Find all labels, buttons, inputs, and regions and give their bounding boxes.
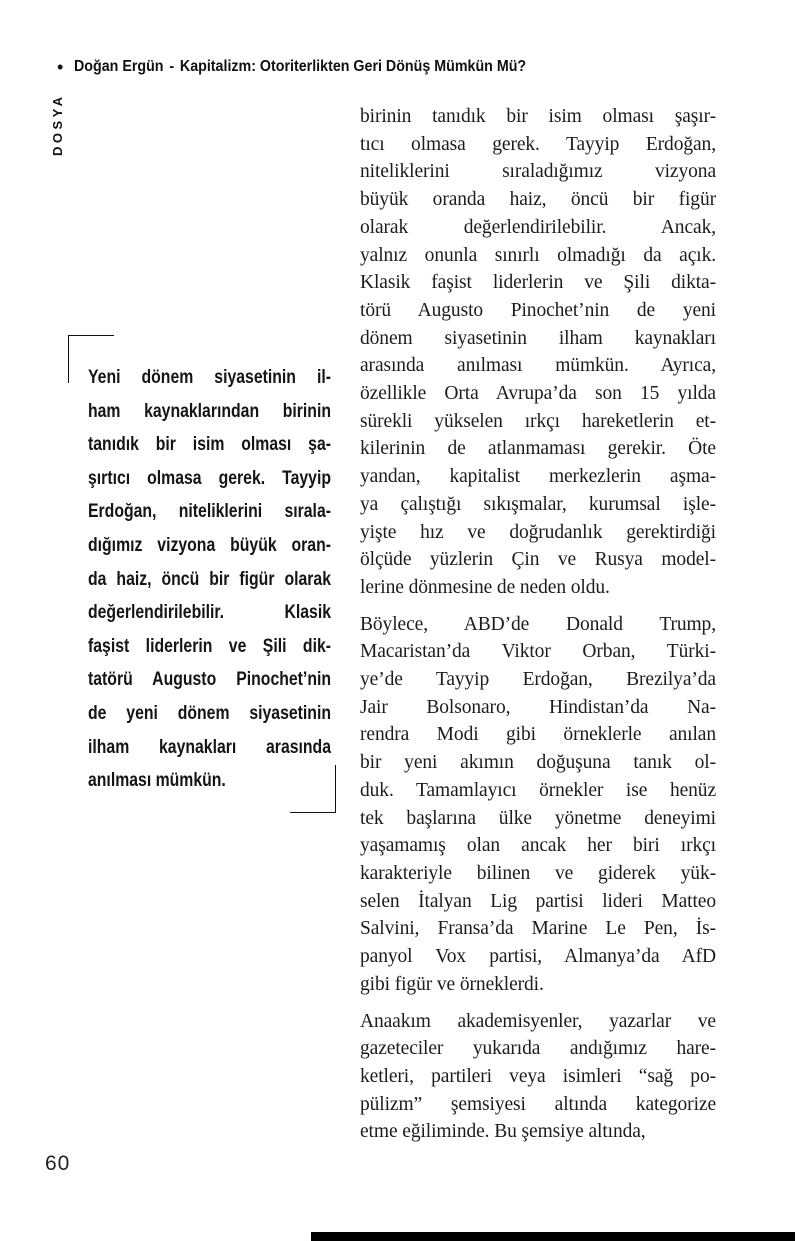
body-line: kilerinin de atlanmaması gerekir. Öte <box>360 438 716 460</box>
body-line: rendra Modi gibi örneklerle anılan <box>360 724 716 746</box>
header-text <box>74 58 526 76</box>
body-line: olarak değerlendirilebilir. Ancak, <box>360 216 716 238</box>
body-line: panyol Vox partisi, Almanya’da AfD <box>360 946 716 968</box>
header-separator: - <box>169 58 175 75</box>
body-line: Macaristan’da Viktor Orban, Türki- <box>360 641 716 663</box>
body-line: selen İtalyan Lig partisi lideri Matteo <box>360 890 716 912</box>
header-author: Doğan Ergün <box>74 58 164 75</box>
body-line: gibi figür ve örneklerdi. <box>360 973 544 995</box>
body-line: Jair Bolsonaro, Hindistan’da Na- <box>360 696 716 718</box>
bullet-icon: • <box>57 57 64 77</box>
body-line: yalnız onunla sınırlı olmadığı da açık. <box>360 244 716 266</box>
pull-quote-line: da haiz, öncü bir figür olarak <box>88 567 331 590</box>
body-line: yaşamamış olan ancak her biri ırkçı <box>360 835 716 857</box>
pull-quote-line: ilham kaynakları arasında <box>88 735 331 758</box>
body-line: ye’de Tayyip Erdoğan, Brezilya’da <box>360 669 716 691</box>
body-line: karakteriyle bilinen ve giderek yük- <box>360 862 716 884</box>
body-line: gazeteciler yukarıda andığımız hare- <box>360 1038 716 1060</box>
section-label-vertical: DOSYA <box>50 93 65 157</box>
pull-quote-line: faşist liderlerin ve Şili dik- <box>88 634 331 657</box>
body-line: birinin tanıdık bir isim olması şaşır- <box>360 106 716 127</box>
body-line: Salvini, Fransa’da Marine Le Pen, İs- <box>360 918 716 940</box>
body-line: ketleri, partileri veya isimleri “sağ po- <box>360 1065 716 1087</box>
body-paragraph <box>360 1008 716 1147</box>
body-line: Anaakım akademisyenler, yazarlar ve <box>360 1010 716 1032</box>
body-line: arasında anılması mümkün. Ayrıca, <box>360 355 716 377</box>
body-line: törü Augusto Pinochet’nin de yeni <box>360 299 716 321</box>
body-line: dönem siyasetinin ilham kaynakları <box>360 327 716 349</box>
page-number: 60 <box>45 1152 71 1175</box>
body-line: tek başlarına ülke yönetme deneyimi <box>360 807 716 829</box>
pull-quote-line: Yeni dönem siyasetinin il- <box>88 366 331 388</box>
pull-quote-line: Erdoğan, niteliklerini sırala- <box>88 500 331 523</box>
pull-quote-line: anılması mümkün. <box>88 769 226 792</box>
body-line: bir yeni akımın doğuşuna tanık ol- <box>360 752 716 774</box>
pull-quote <box>88 361 331 798</box>
body-line: etme eğiliminde. Bu şemsiye altında, <box>360 1121 646 1143</box>
body-line: tıcı olmasa gerek. Tayyip Erdoğan, <box>360 133 716 155</box>
body-line: lerine dönmesine de neden oldu. <box>360 576 610 598</box>
pull-quote-line: de yeni dönem siyasetinin <box>88 701 331 724</box>
footer-rule <box>311 1232 795 1241</box>
body-line: pülizm” şemsiyesi altında kategorize <box>360 1093 716 1115</box>
header-article-title: Kapitalizm: Otoriterlikten Geri Dönüş Mümkün Mü? <box>180 58 527 75</box>
body-paragraph <box>360 103 716 602</box>
body-line: ölçüde yüzlerin Çin ve Rusya model- <box>360 549 716 571</box>
body-line: Klasik faşist liderlerin ve Şili dikta- <box>360 272 716 294</box>
body-line: ya çalıştığı sıkışmalar, kurumsal işle- <box>360 493 716 515</box>
pull-quote-line: şırtıcı olmasa gerek. Tayyip <box>88 466 331 489</box>
pull-quote-close-bracket <box>290 765 336 813</box>
body-line: yişte hız ve doğrudanlık gerektirdiği <box>360 521 716 543</box>
body-line: yandan, kapitalist merkezlerin aşma- <box>360 466 716 488</box>
body-line: büyük oranda haiz, öncü bir figür <box>360 189 716 211</box>
pull-quote-line: ham kaynaklarından birinin <box>88 399 331 422</box>
body-line: sürekli yükselen ırkçı hareketlerin et- <box>360 410 716 432</box>
page-header <box>57 58 566 76</box>
body-line: niteliklerini sıraladığımız vizyona <box>360 161 716 183</box>
body-line: özellikle Orta Avrupa’da son 15 yılda <box>360 383 716 405</box>
body-line: duk. Tamamlayıcı örnekler ise henüz <box>360 779 716 801</box>
pull-quote-line: tanıdık bir isim olması şa- <box>88 433 331 456</box>
article-body <box>360 103 716 1155</box>
pull-quote-line: dığımız vizyona büyük oran- <box>88 533 331 556</box>
body-line: Böylece, ABD’de Donald Trump, <box>360 613 716 635</box>
pull-quote-line: tatörü Augusto Pinochet’nin <box>88 668 331 691</box>
body-paragraph <box>360 611 716 999</box>
pull-quote-line: değerlendirilebilir. Klasik <box>88 601 331 624</box>
